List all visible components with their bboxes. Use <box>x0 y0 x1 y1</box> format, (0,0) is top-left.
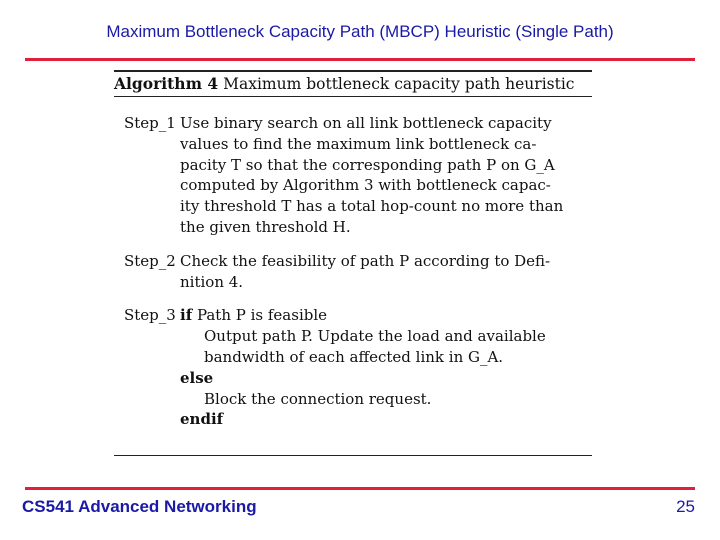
if-keyword: if <box>180 306 193 325</box>
step-1-body <box>180 113 592 238</box>
step-3 <box>114 305 592 430</box>
step-3-if-line <box>180 305 592 326</box>
title-divider <box>25 58 695 61</box>
step-1-line: ity threshold T has a total hop-count no more than <box>180 197 564 216</box>
algorithm-label: Algorithm 4 <box>114 74 219 93</box>
then-line: bandwidth of each affected link in G_A. <box>204 347 504 366</box>
if-condition: Path P is feasible <box>196 306 328 325</box>
slide-title: Maximum Bottleneck Capacity Path (MBCP) Heuristic (Single Path) <box>106 22 614 41</box>
algorithm-top-rule <box>114 70 592 72</box>
step-1-label: Step_1 <box>124 114 176 132</box>
step-1-line: values to find the maximum link bottleneck ca- <box>180 134 537 153</box>
step-1-line: computed by Algorithm 3 with bottleneck capac- <box>180 176 551 195</box>
algorithm-header-rule <box>114 96 592 97</box>
step-1 <box>114 113 592 238</box>
algorithm-caption: Maximum bottleneck capacity path heuristic <box>223 75 575 93</box>
step-2 <box>114 251 592 293</box>
step-2-line: Check the feasibility of path P according to Defi- <box>180 251 551 270</box>
algorithm-box <box>114 70 592 443</box>
step-3-label: Step_3 <box>124 306 176 325</box>
algorithm-steps <box>114 113 592 430</box>
step-1-line: pacity T so that the corresponding path P on G_A <box>180 155 555 174</box>
else-line: Block the connection request. <box>204 389 432 408</box>
page-number: 25 <box>676 497 695 516</box>
endif-keyword: endif <box>180 410 224 429</box>
step-2-body <box>180 251 592 293</box>
footer-divider <box>25 487 695 490</box>
step-3-body <box>180 305 592 430</box>
step-2-label: Step_2 <box>124 251 176 270</box>
else-keyword: else <box>180 368 214 387</box>
step-2-line: nition 4. <box>180 272 244 291</box>
algorithm-bottom-rule <box>114 455 592 456</box>
course-name: CS541 Advanced Networking <box>22 497 257 516</box>
algorithm-header <box>114 74 592 93</box>
step-1-line: the given threshold H. <box>180 217 351 236</box>
then-line: Output path P. Update the load and available <box>204 327 546 346</box>
step-1-line: Use binary search on all link bottleneck capacity <box>180 114 552 132</box>
